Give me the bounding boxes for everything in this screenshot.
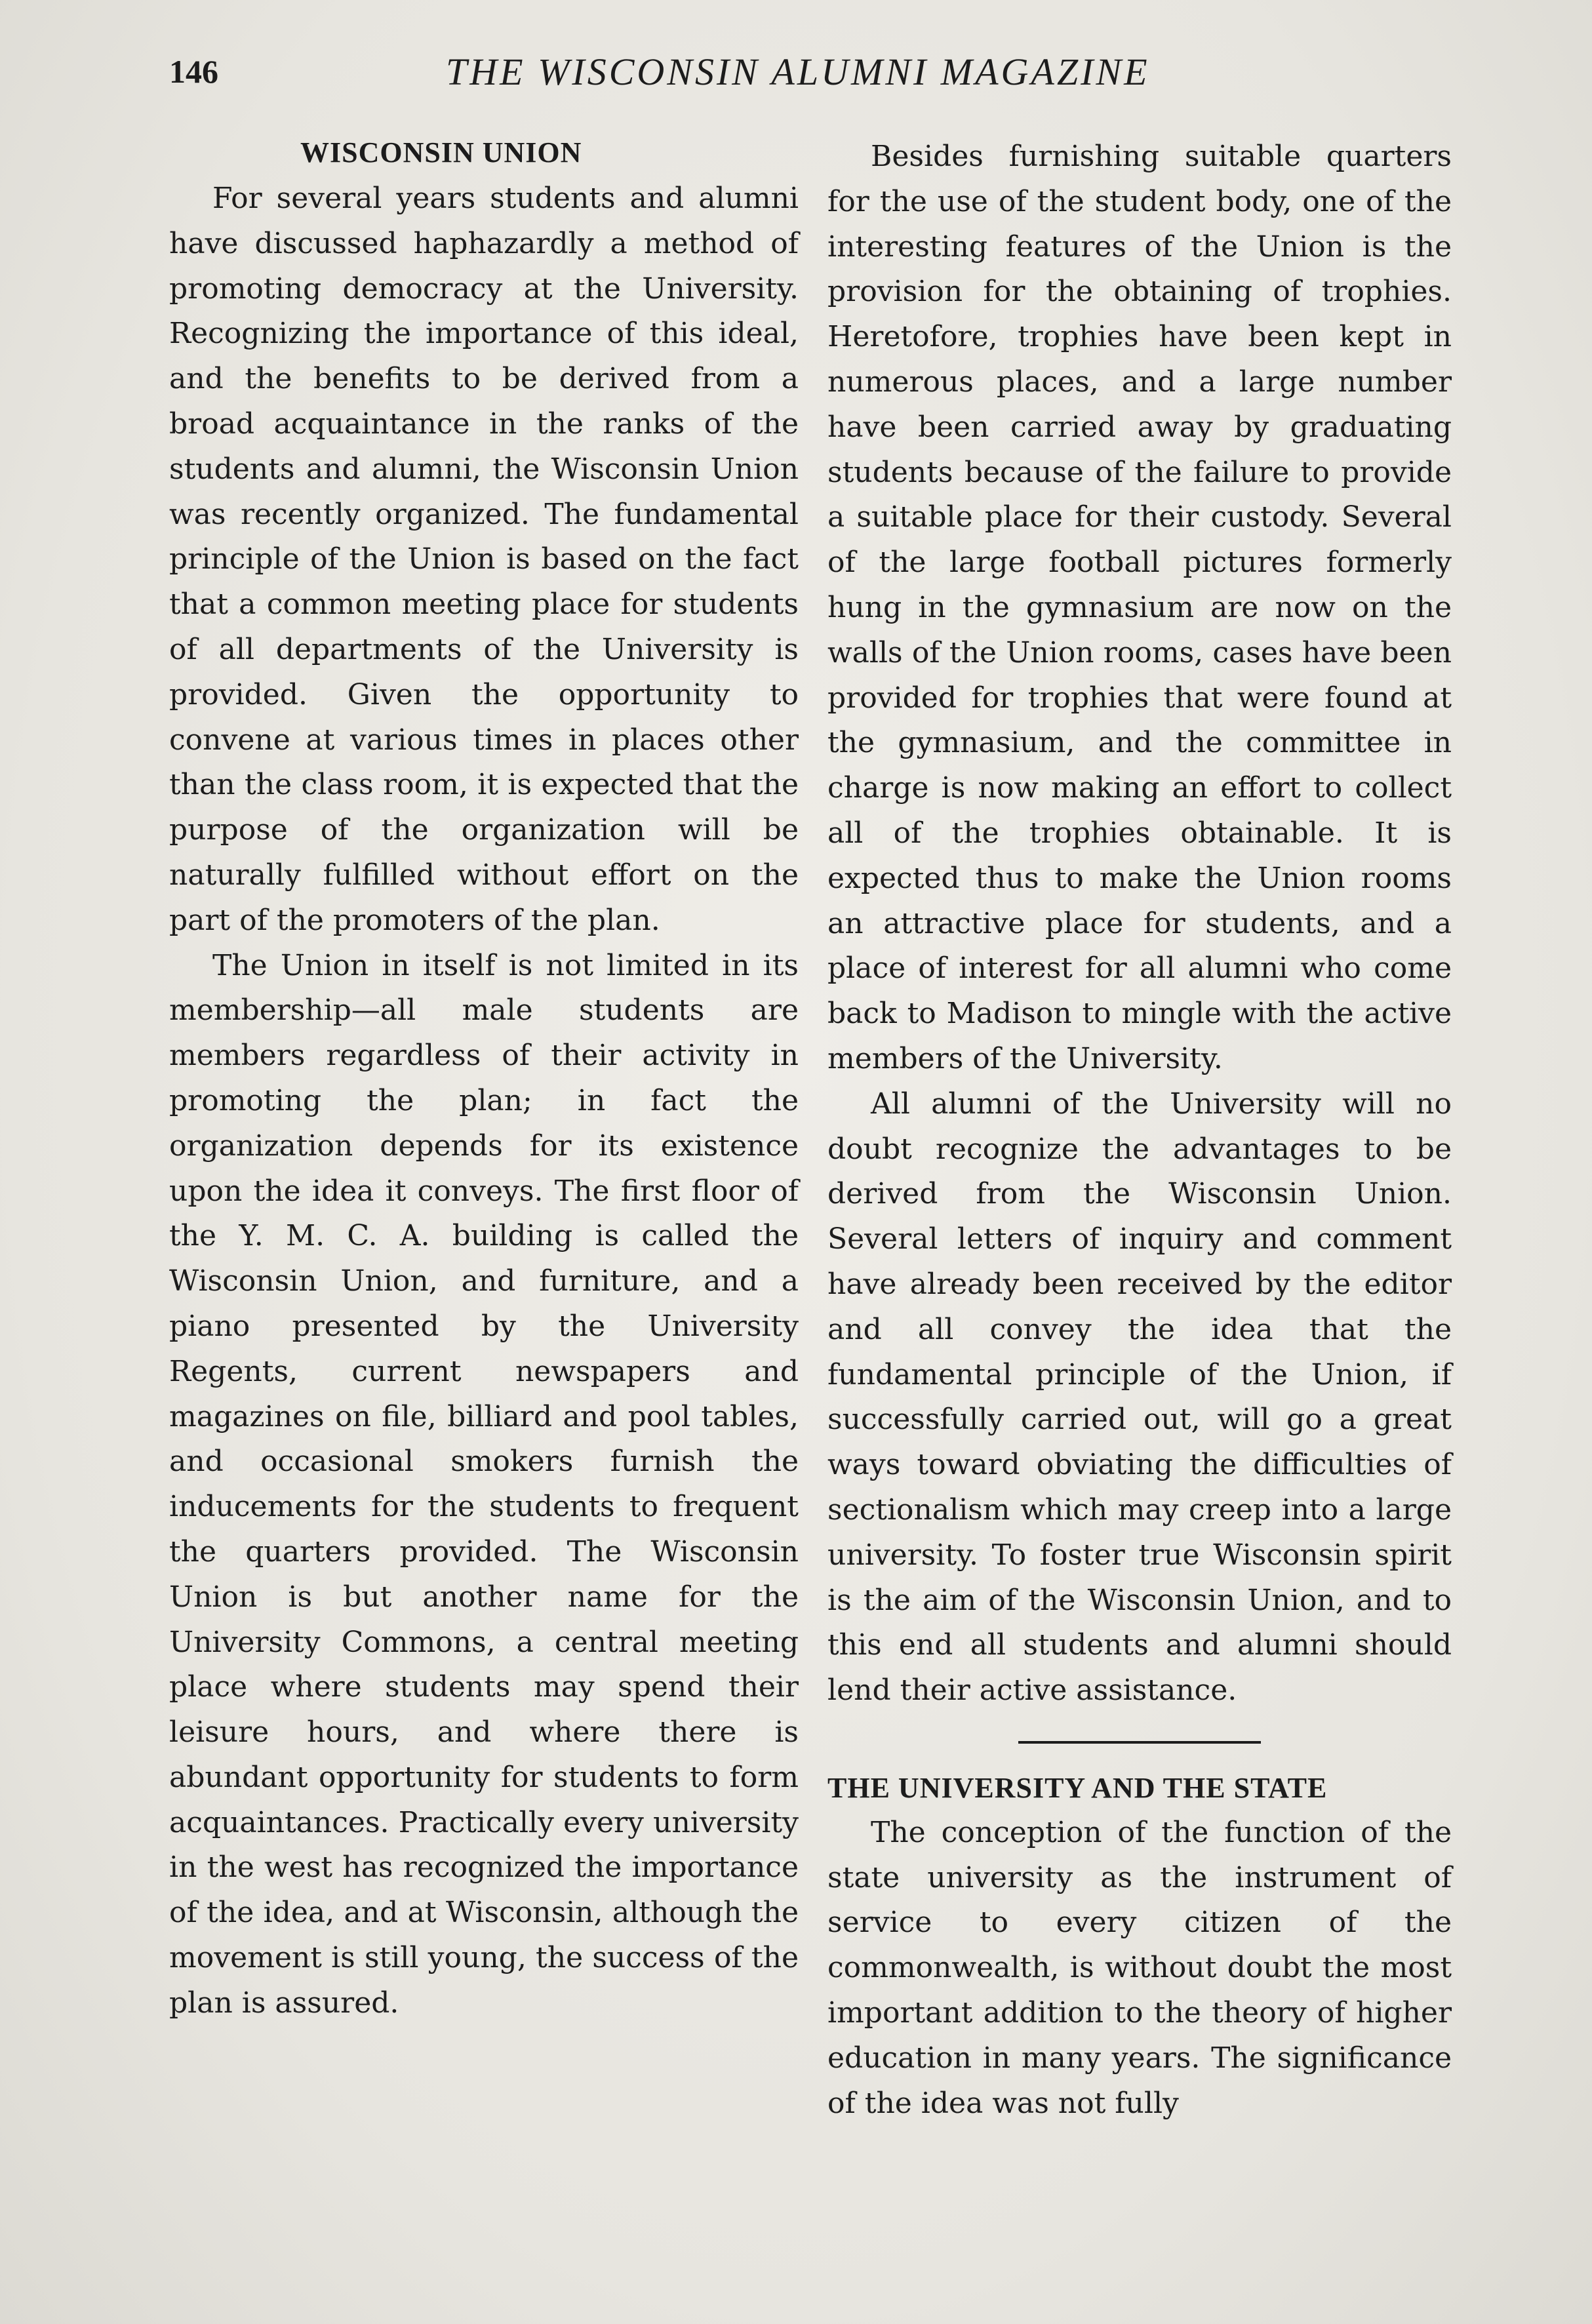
running-header (164, 46, 1454, 98)
right-column (827, 134, 1452, 2126)
left-column (169, 134, 799, 2026)
article-paragraph: For several years students and alumni have discussed haphazardly a method of promoting democracy at the University. Recognizing the importance of this ideal, and the benefits to be derived from a broad acquaintance in the ranks of the students and alumni, the Wisconsin Union was recently organized. The fundamental principle of the Union is based on the fact that a common meeting place for students of all departments of the University is provided. Given the opportunity to convene at various times in places other than the class room, it is expected that the purpose of the organization will be naturally fulfilled without effort on the part of the promoters of the plan. (169, 182, 799, 937)
section-heading-university-and-state: THE UNIVERSITY AND THE STATE (827, 1771, 1328, 1804)
article-paragraph: The conception of the function of the state university as the instrument of service to every citizen of the commonwealth, is without doubt the most important addition to the theory of higher education in many years. The significance of the idea was not fully (827, 1815, 1452, 2120)
section-divider (1018, 1741, 1261, 1744)
section-heading-wisconsin-union: WISCONSIN UNION (300, 136, 582, 169)
article-paragraph: All alumni of the University will no doubt recognize the advantages to be derived from the Wisconsin Union. Several letters of inquiry and comment have already been received by the editor and all convey the idea that the fundamental principle of the Union, if successfully carried out, will go a great ways toward obviating the difficulties of sectionalism which may creep into a large university. To foster true Wisconsin spirit is the aim of the Wisconsin Union, and to this end all students and alumni should lend their active assistance. (827, 1087, 1452, 1708)
article-paragraph: Besides furnishing suitable quarters for the use of the student body, one of the interesting features of the Union is the provision for the obtaining of trophies. Heretofore, trophies have been kept in numerous places, and a large number have been carried away by graduating students because of the failure to provide a suitable place for their custody. Several of the large football pictures formerly hung in the gymnasium are now on the walls of the Union rooms, cases have been provided for trophies that were found at the gymnasium, and the committee in charge is now making an effort to collect all of the trophies obtainable. It is expected thus to make the Union rooms an attractive place for students, and a place of interest for all alumni who come back to Madison to mingle with the active members of the University. (827, 140, 1452, 1075)
page-number: 146 (169, 53, 218, 90)
magazine-title: THE WISCONSIN ALUMNI MAGAZINE (446, 50, 1150, 93)
article-paragraph: The Union in itself is not limited in its membership—all male students are members regardless of their activity in promoting the plan; in fact the organization depends for its existence upon the idea it conveys. The first floor of the Y. M. C. A. building is called the Wisconsin Union, and furniture, and a piano presented by the University Regents, current newspapers and magazines on file, billiard and pool tables, and occasional smokers furnish the inducements for the students to frequent the quarters provided. The Wisconsin Union is but another name for the University Commons, a central meeting place where students may spend their leisure hours, and where there is abundant opportunity for students to form acquaintances. Practically every university in the west has recognized the importance of the idea, and at Wisconsin, although the movement is still young, the success of the plan is assured. (169, 948, 799, 2020)
